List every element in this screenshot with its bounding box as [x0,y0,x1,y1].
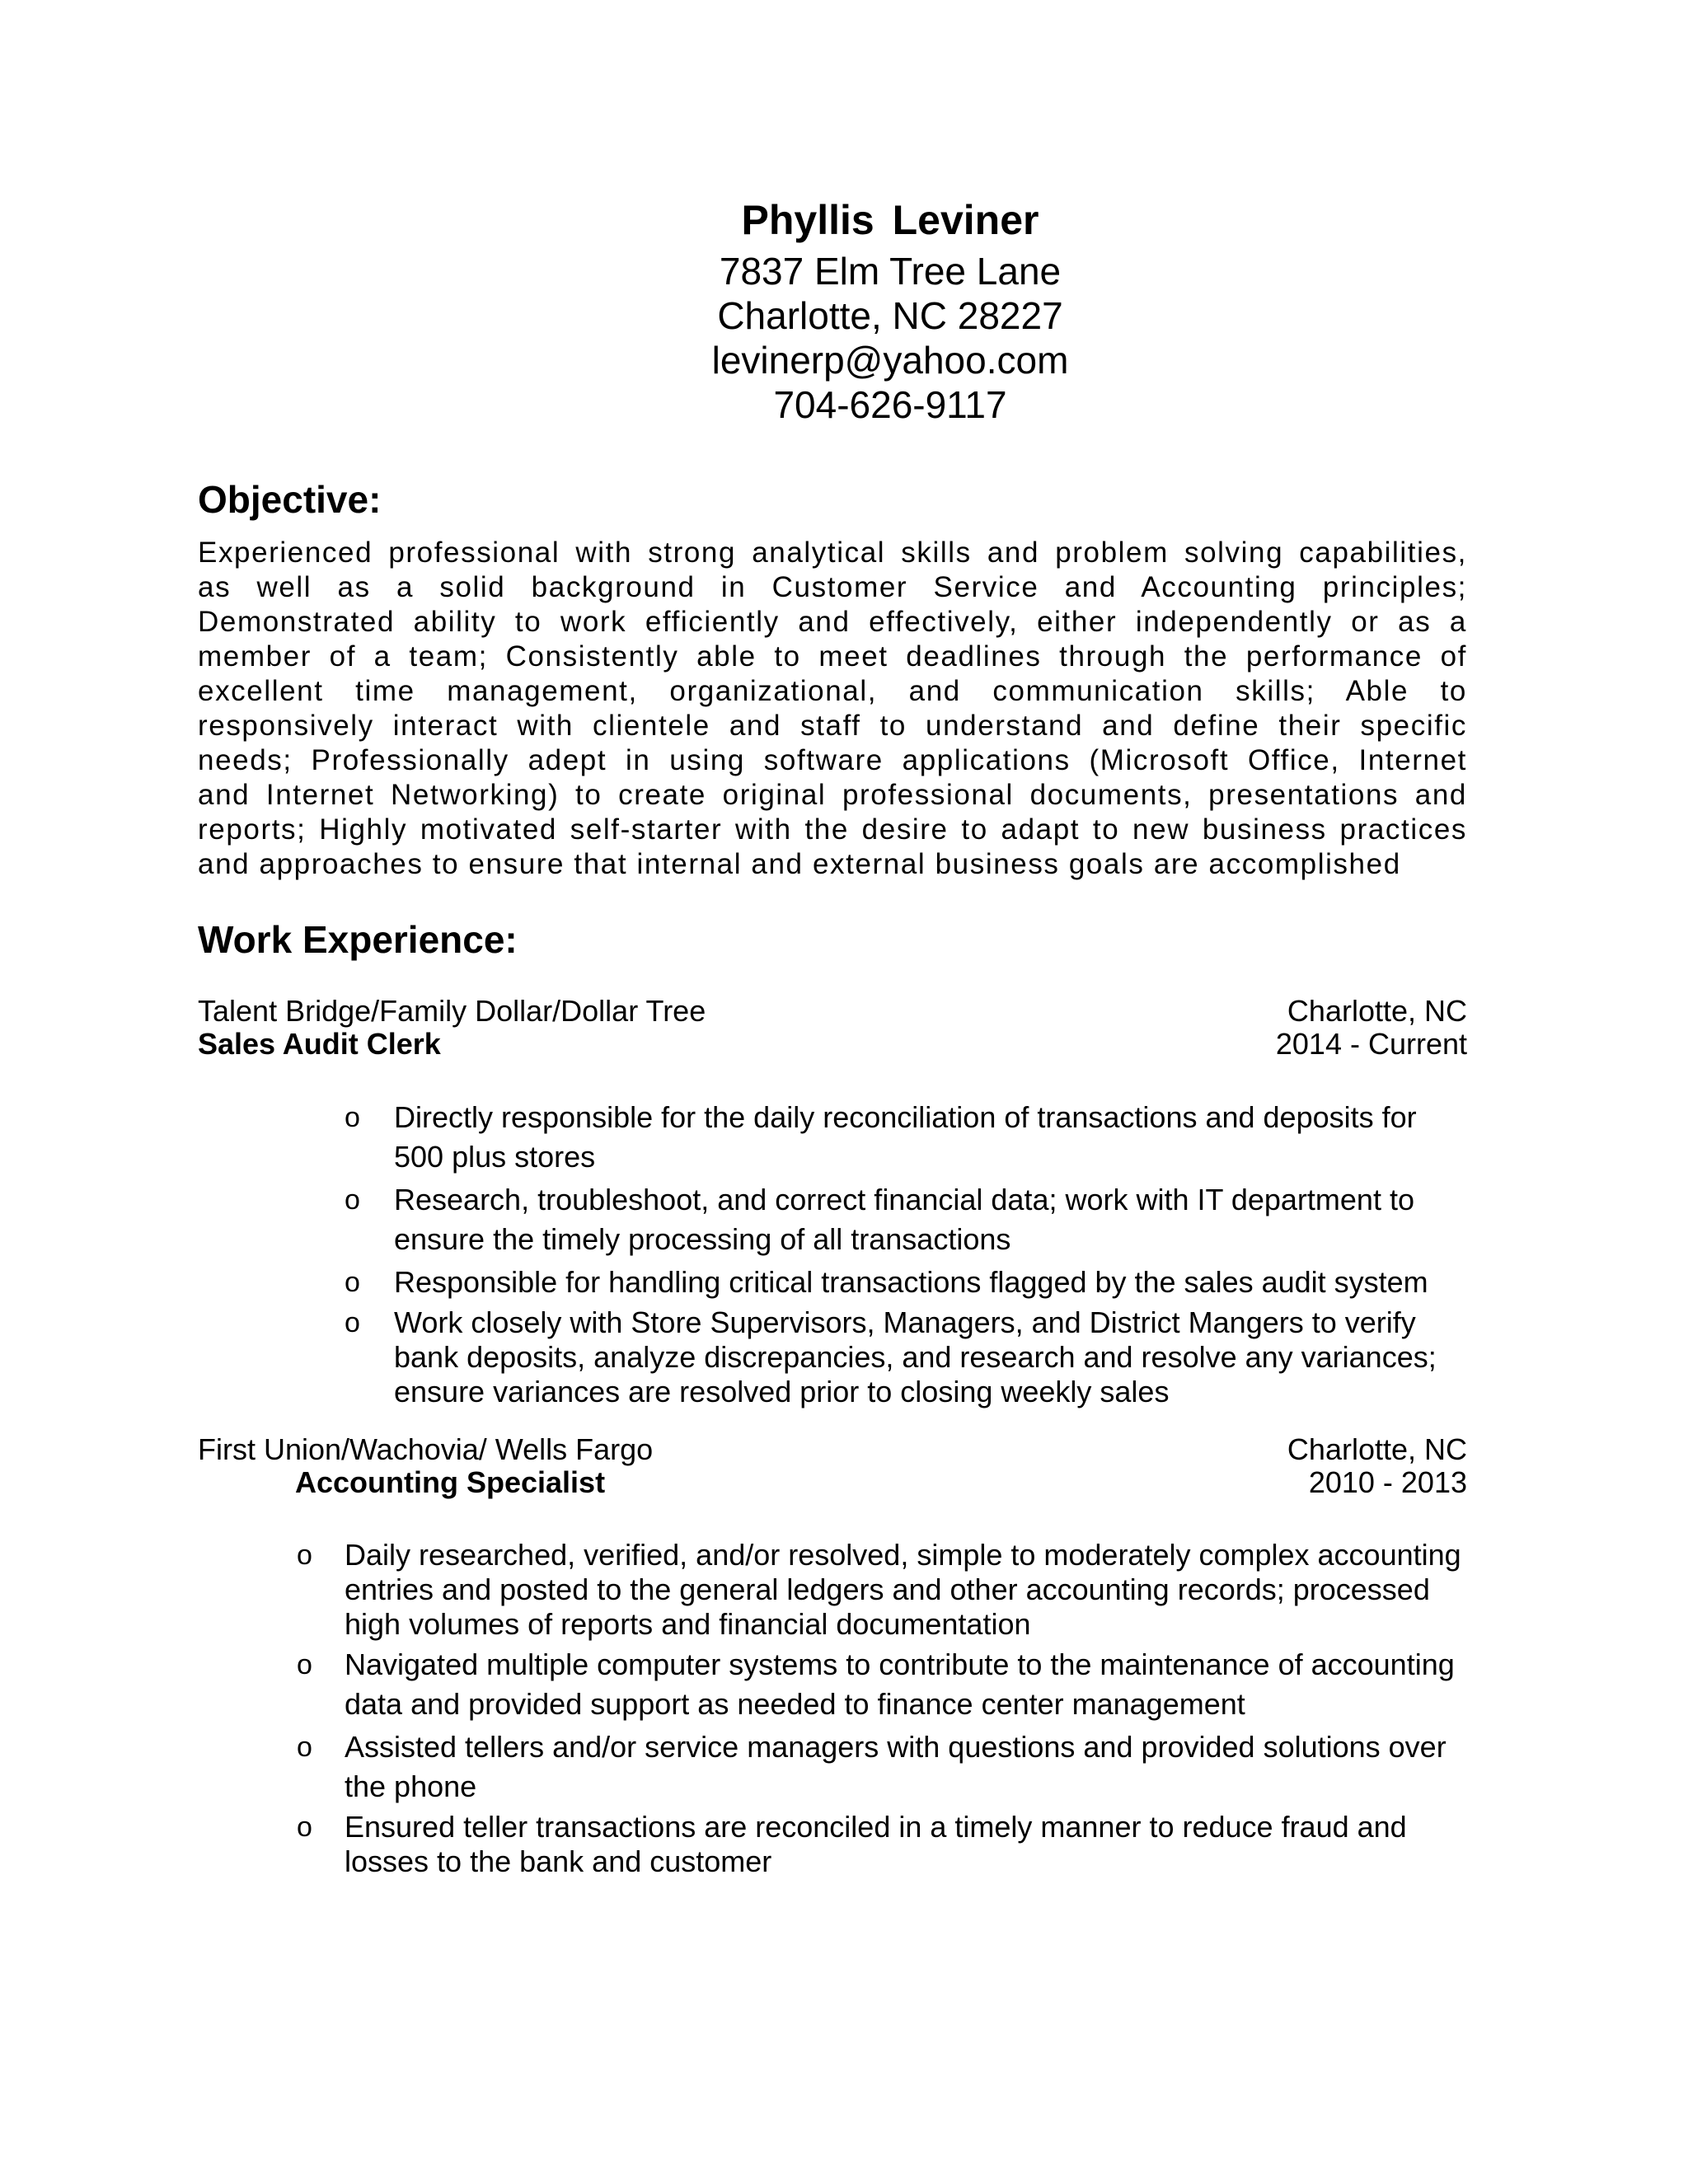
bullet-marker: o [345,1267,360,1298]
objective-line: needs; Professionally adept in using software applications (Microsoft Office, Internet [198,744,1467,776]
job-location: Charlotte, NC [1287,994,1467,1028]
objective-line: Experienced professional with strong analytical skills and problem solving capabilities, [198,537,1467,569]
resume-header [0,191,1688,427]
objective-heading: Objective: [198,478,382,521]
bullet-marker: o [297,1540,312,1571]
objective-line: reports; Highly motivated self-starter with the desire to adapt to new business practices [198,813,1467,846]
list-item [345,1098,1465,1177]
bullet-text: Directly responsible for the daily reconciliation of transactions and deposits for 500 plus stores [394,1100,1417,1174]
bullet-text: Work closely with Store Supervisors, Managers, and District Mangers to verify bank deposits, analyze discrepancies, and research and resolve any variances; ensure variances are resolved prior to closing weekly sales [394,1305,1437,1408]
bullet-marker: o [297,1649,312,1680]
job-title-row [198,1465,1467,1500]
candidate-name: Phyllis Leviner [741,197,1039,243]
phone-number: 704-626-9117 [773,383,1007,426]
objective-line: and Internet Networking) to create original professional documents, presentations and [198,779,1467,811]
bullet-marker: o [345,1307,360,1338]
job-dates: 2014 - Current [1275,1027,1467,1061]
bullet-text: Responsible for handling critical transactions flagged by the sales audit system [394,1265,1428,1299]
job-bullet-list [297,1538,1474,1879]
objective-line: excellent time management, organizational, and communication skills; Able to [198,675,1467,707]
list-item [297,1538,1474,1642]
bullet-marker: o [297,1732,312,1763]
list-item [345,1180,1465,1259]
job-employer-row [198,1432,1467,1467]
job-dates: 2010 - 2013 [1308,1465,1467,1499]
objective-line: Demonstrated ability to work efficiently and effectively, either independently or as a [198,606,1467,638]
bullet-marker: o [345,1184,360,1216]
job-employer: Talent Bridge/Family Dollar/Dollar Tree [198,994,706,1028]
job-title-row [198,1027,1467,1062]
bullet-text: Assisted tellers and/or service managers with questions and provided solutions over the phone [345,1730,1447,1803]
objective-line: as well as a solid background in Customer Service and Accounting principles; [198,571,1467,603]
bullet-text: Ensured teller transactions are reconciled in a timely manner to reduce fraud and losses to the bank and customer [345,1810,1407,1878]
job-employer: First Union/Wachovia/ Wells Fargo [198,1432,654,1466]
list-item [345,1305,1465,1409]
work-experience-heading: Work Experience: [198,918,518,961]
job-employer-row [198,994,1467,1029]
job-location: Charlotte, NC [1287,1432,1467,1466]
bullet-marker: o [297,1811,312,1843]
bullet-text: Research, troubleshoot, and correct financial data; work with IT department to ensure the timely processing of all transactions [394,1183,1414,1256]
bullet-text: Navigated multiple computer systems to contribute to the maintenance of accounting data and provided support as needed to finance center management [345,1647,1455,1721]
address-line-1: 7837 Elm Tree Lane [719,250,1062,293]
job-bullet-list [345,1098,1465,1409]
job-title: Sales Audit Clerk [198,1027,441,1061]
list-item [297,1727,1474,1807]
list-item [297,1810,1474,1879]
objective-line: responsively interact with clientele and staff to understand and define their specific [198,710,1467,742]
objective-line: member of a team; Consistently able to meet deadlines through the performance of [198,640,1467,673]
list-item [345,1263,1465,1302]
bullet-marker: o [345,1102,360,1133]
bullet-text: Daily researched, verified, and/or resolved, simple to moderately complex accounting entries and posted to the general ledgers and other accounting records; processed high volumes of reports and financial documentation [345,1538,1461,1641]
objective-line: and approaches to ensure that internal and external business goals are accomplished [198,848,1401,880]
list-item [297,1645,1474,1724]
objective-paragraph [198,536,1467,882]
job-title: Accounting Specialist [295,1465,606,1499]
email-address: levinerp@yahoo.com [711,339,1069,382]
address-line-2: Charlotte, NC 28227 [717,294,1063,337]
